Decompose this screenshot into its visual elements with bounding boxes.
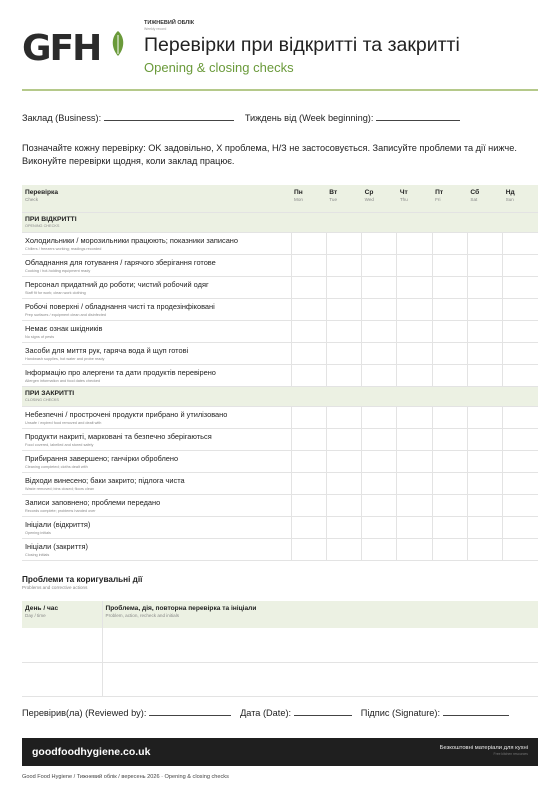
problems-table (22, 601, 538, 697)
check-day-cell[interactable] (503, 276, 538, 298)
check-item-sub: No signs of pests (25, 334, 55, 339)
check-day-cell[interactable] (291, 406, 326, 428)
day-header-thu: Чт Thu (397, 185, 432, 212)
check-day-cell[interactable] (467, 428, 502, 450)
check-day-cell[interactable] (326, 516, 361, 538)
check-day-cell[interactable] (362, 320, 397, 342)
check-item (22, 450, 291, 472)
problem-col-header: Проблема, дія, повторна перевірка та ініціали Problem, action, recheck and initials (102, 601, 538, 628)
check-day-cell[interactable] (397, 406, 432, 428)
check-day-cell[interactable] (291, 364, 326, 386)
check-day-cell[interactable] (467, 450, 502, 472)
day-header-mon: Пн Mon (291, 185, 326, 212)
day-header-sun: Нд Sun (503, 185, 538, 212)
problem-day-cell[interactable] (22, 628, 102, 662)
section-day-cell (467, 212, 502, 232)
check-day-cell[interactable] (362, 364, 397, 386)
check-day-cell[interactable] (467, 342, 502, 364)
check-day-cell[interactable] (291, 276, 326, 298)
check-item-label: Обладнання для готування / гарячого зберігання готове (25, 257, 216, 267)
check-day-cell[interactable] (467, 538, 502, 560)
check-item-sub: Waste removed; bins closed; floors clean (25, 486, 95, 491)
header-divider (22, 89, 538, 91)
check-day-cell[interactable] (467, 472, 502, 494)
check-col-header: Перевірка Check (22, 185, 291, 212)
check-item-sub: Cooking / hot-holding equipment ready (25, 268, 91, 273)
check-item (22, 472, 291, 494)
check-item-label: Прибирання завершено; ганчірки оброблено (25, 453, 179, 463)
check-item-label: Немає ознак шкідників (25, 323, 103, 333)
check-day-cell[interactable] (432, 364, 467, 386)
date-label: Дата (Date): (240, 708, 292, 718)
reviewed-by-field[interactable] (149, 707, 231, 716)
day-time-col-header: День / час Day / time (22, 601, 102, 628)
check-day-cell[interactable] (397, 428, 432, 450)
problem-action-cell[interactable] (102, 662, 538, 696)
signature-label: Підпис (Signature): (360, 708, 441, 718)
check-day-cell[interactable] (362, 276, 397, 298)
tag-title: ТИЖНЕВИЙ ОБЛІК (144, 20, 195, 26)
problem-row (22, 662, 538, 696)
check-day-cell[interactable] (503, 516, 538, 538)
check-item (22, 232, 291, 254)
check-item (22, 406, 291, 428)
check-day-cell[interactable] (397, 516, 432, 538)
check-day-cell[interactable] (432, 428, 467, 450)
check-day-cell[interactable] (397, 538, 432, 560)
checks-table (22, 185, 538, 561)
check-item-label: Персонал придатний до роботи; чистий робочий одяг (25, 279, 209, 289)
section-day-cell (503, 386, 538, 406)
check-item (22, 516, 291, 538)
section-day-cell (397, 386, 432, 406)
date-field[interactable] (294, 707, 352, 716)
footer-resources: Безкоштовні матеріали для кухні (439, 745, 528, 751)
check-day-cell[interactable] (326, 428, 361, 450)
check-day-cell[interactable] (397, 472, 432, 494)
check-day-cell[interactable] (503, 320, 538, 342)
section-day-cell (432, 386, 467, 406)
section-day-cell (362, 212, 397, 232)
check-day-cell[interactable] (362, 472, 397, 494)
check-row (22, 406, 538, 428)
check-day-cell[interactable] (467, 232, 502, 254)
check-row (22, 254, 538, 276)
check-item-label: Небезпечні / прострочені продукти прибрано й утилізовано (25, 409, 228, 419)
check-day-cell[interactable] (432, 254, 467, 276)
check-day-cell[interactable] (326, 232, 361, 254)
day-header-tue: Вт Tue (326, 185, 361, 212)
check-item-sub: Food covered, labelled and stored safely (25, 442, 94, 447)
check-day-cell[interactable] (432, 538, 467, 560)
footer-site-link[interactable]: goodfoodhygiene.co.uk (32, 746, 151, 758)
check-day-cell[interactable] (397, 320, 432, 342)
check-item-sub: Opening initials (25, 530, 51, 535)
reviewed-by-label: Перевірив(ла) (Reviewed by): (22, 708, 147, 718)
check-day-cell[interactable] (326, 406, 361, 428)
check-day-cell[interactable] (432, 472, 467, 494)
check-item-sub: Unsafe / expired food removed and dealt with (25, 420, 102, 425)
check-day-cell[interactable] (291, 450, 326, 472)
check-day-cell[interactable] (326, 494, 361, 516)
gfh-logo (22, 28, 122, 70)
section-day-cell (432, 212, 467, 232)
check-day-cell[interactable] (362, 516, 397, 538)
check-day-cell[interactable] (291, 538, 326, 560)
checks-header-row (22, 185, 538, 212)
check-day-cell[interactable] (291, 428, 326, 450)
section-day-cell (503, 212, 538, 232)
check-day-cell[interactable] (326, 320, 361, 342)
check-row (22, 298, 538, 320)
check-day-cell[interactable] (397, 276, 432, 298)
check-day-cell[interactable] (432, 298, 467, 320)
check-day-cell[interactable] (362, 538, 397, 560)
check-day-cell[interactable] (432, 406, 467, 428)
check-item-label: Інформацію про алергени та дати продуктів перевірено (25, 367, 216, 377)
problem-action-cell[interactable] (102, 628, 538, 662)
review-row (22, 707, 509, 718)
page-subtitle: Opening & closing checks (144, 60, 294, 75)
check-day-cell[interactable] (291, 472, 326, 494)
check-item-sub: Chillers / freezers working; readings recorded (25, 246, 102, 251)
check-row (22, 364, 538, 386)
check-item (22, 494, 291, 516)
check-day-cell[interactable] (291, 254, 326, 276)
check-row (22, 276, 538, 298)
check-day-cell[interactable] (326, 254, 361, 276)
section-day-cell (326, 212, 361, 232)
problems-heading (22, 575, 142, 590)
check-day-cell[interactable] (362, 428, 397, 450)
check-day-cell[interactable] (432, 342, 467, 364)
day-header-wed: Ср Wed (362, 185, 397, 212)
footer-resources-sub: Free kitchen resources (493, 752, 528, 756)
check-day-cell[interactable] (503, 232, 538, 254)
check-day-cell[interactable] (291, 232, 326, 254)
check-row (22, 494, 538, 516)
section-day-cell (362, 386, 397, 406)
check-day-cell[interactable] (503, 254, 538, 276)
check-item-sub: Handwash supplies, hot water and probe ready (25, 356, 105, 361)
check-day-cell[interactable] (467, 254, 502, 276)
business-label: Заклад (Business): (22, 113, 102, 123)
check-day-cell[interactable] (397, 342, 432, 364)
footer-caption: Good Food Hygiene / Тижневий облік / вересень 2026 · Opening & closing checks (22, 774, 229, 780)
opening-section-header: ПРИ ВІДКРИТТІ OPENING CHECKS (22, 212, 291, 232)
day-header-sat: Сб Sat (467, 185, 502, 212)
check-day-cell[interactable] (291, 298, 326, 320)
check-row (22, 516, 538, 538)
section-day-cell (326, 386, 361, 406)
business-row (22, 112, 460, 123)
check-item (22, 364, 291, 386)
opening-section-row (22, 212, 538, 232)
check-day-cell[interactable] (503, 472, 538, 494)
check-day-cell[interactable] (467, 364, 502, 386)
check-item-label: Засоби для миття рук, гаряча вода й щуп готові (25, 345, 189, 355)
check-day-cell[interactable] (467, 494, 502, 516)
check-day-cell[interactable] (503, 494, 538, 516)
check-day-cell[interactable] (362, 342, 397, 364)
check-item-label: Ініціали (закриття) (25, 541, 88, 551)
check-day-cell[interactable] (432, 450, 467, 472)
check-item-sub: Allergen information and food dates checked (25, 378, 101, 383)
check-day-cell[interactable] (397, 494, 432, 516)
check-row (22, 320, 538, 342)
problems-header-row (22, 601, 538, 628)
check-day-cell[interactable] (291, 342, 326, 364)
day-header-fri: Пт Fri (432, 185, 467, 212)
check-day-cell[interactable] (432, 320, 467, 342)
check-day-cell[interactable] (326, 342, 361, 364)
check-item-label: Ініціали (відкриття) (25, 519, 91, 529)
section-day-cell (291, 212, 326, 232)
check-item-label: Робочі поверхні / обладнання чисті та продезінфіковані (25, 301, 215, 311)
check-day-cell[interactable] (467, 276, 502, 298)
check-day-cell[interactable] (467, 516, 502, 538)
check-row (22, 472, 538, 494)
check-item (22, 320, 291, 342)
check-day-cell[interactable] (397, 298, 432, 320)
check-item (22, 428, 291, 450)
instructions: Позначайте кожну перевірку: OK задовільно, X проблема, Н/З не застосовується. Записуйте проблеми та дії нижче. Виконуйте перевірки щодня, коли заклад працює. (22, 143, 517, 166)
check-day-cell[interactable] (362, 232, 397, 254)
check-day-cell[interactable] (503, 538, 538, 560)
problem-row (22, 628, 538, 662)
check-day-cell[interactable] (291, 320, 326, 342)
check-item-label: Відходи винесено; баки закрито; підлога чиста (25, 475, 185, 485)
check-day-cell[interactable] (503, 342, 538, 364)
problems-title: Проблеми та коригувальні дії (22, 575, 143, 584)
page-title: Перевірки при відкритті та закритті (144, 34, 460, 56)
check-day-cell[interactable] (291, 516, 326, 538)
check-row (22, 428, 538, 450)
check-item (22, 276, 291, 298)
business-field[interactable] (104, 112, 234, 121)
check-day-cell[interactable] (467, 406, 502, 428)
check-day-cell[interactable] (503, 428, 538, 450)
signature-field[interactable] (443, 707, 509, 716)
check-item-sub: Closing initials (25, 552, 50, 557)
check-day-cell[interactable] (326, 450, 361, 472)
check-day-cell[interactable] (397, 364, 432, 386)
leaf-icon (110, 30, 126, 58)
check-day-cell[interactable] (432, 494, 467, 516)
check-item (22, 538, 291, 560)
check-day-cell[interactable] (503, 364, 538, 386)
check-day-cell[interactable] (362, 406, 397, 428)
section-day-cell (467, 386, 502, 406)
check-item-sub: Staff fit for work; clean work clothing (25, 290, 86, 295)
check-day-cell[interactable] (467, 320, 502, 342)
check-day-cell[interactable] (503, 450, 538, 472)
check-item (22, 342, 291, 364)
check-day-cell[interactable] (503, 298, 538, 320)
check-day-cell[interactable] (397, 450, 432, 472)
section-day-cell (397, 212, 432, 232)
tag-sub: Weekly record (144, 27, 167, 31)
check-day-cell[interactable] (432, 276, 467, 298)
check-row (22, 538, 538, 560)
week-field[interactable] (376, 112, 460, 121)
check-day-cell[interactable] (362, 298, 397, 320)
check-item-sub: Cleaning completed; cloths dealt with (25, 464, 88, 469)
check-day-cell[interactable] (326, 276, 361, 298)
section-day-cell (291, 386, 326, 406)
check-row (22, 342, 538, 364)
problem-day-cell[interactable] (22, 662, 102, 696)
doc-tagline (144, 20, 194, 31)
check-day-cell[interactable] (362, 450, 397, 472)
check-day-cell[interactable] (326, 298, 361, 320)
check-item-label: Продукти накриті, марковані та безпечно зберігаються (25, 431, 212, 441)
check-day-cell[interactable] (326, 364, 361, 386)
check-item-label: Записи заповнено; проблеми передано (25, 497, 161, 507)
problems-sub: Problems and corrective actions (22, 585, 88, 590)
check-day-cell[interactable] (432, 516, 467, 538)
check-day-cell[interactable] (291, 494, 326, 516)
logo-text: GFH (22, 28, 101, 69)
closing-section-row (22, 386, 538, 406)
check-item-sub: Prep surfaces / equipment clean and disinfected (25, 312, 107, 317)
check-day-cell[interactable] (503, 406, 538, 428)
check-item-sub: Records complete; problems handed over (25, 508, 96, 513)
check-day-cell[interactable] (362, 494, 397, 516)
check-item (22, 254, 291, 276)
closing-section-header: ПРИ ЗАКРИТТІ CLOSING CHECKS (22, 386, 291, 406)
check-day-cell[interactable] (397, 254, 432, 276)
week-label: Тиждень від (Week beginning): (244, 113, 374, 123)
check-day-cell[interactable] (432, 232, 467, 254)
check-row (22, 450, 538, 472)
check-item-label: Холодильники / морозильники працюють; показники записано (25, 235, 239, 245)
check-day-cell[interactable] (326, 538, 361, 560)
check-day-cell[interactable] (362, 254, 397, 276)
header (22, 18, 538, 90)
check-day-cell[interactable] (326, 472, 361, 494)
check-row (22, 232, 538, 254)
footer-right (440, 745, 528, 756)
check-day-cell[interactable] (397, 232, 432, 254)
check-item (22, 298, 291, 320)
check-day-cell[interactable] (467, 298, 502, 320)
footer-bar (22, 738, 538, 766)
